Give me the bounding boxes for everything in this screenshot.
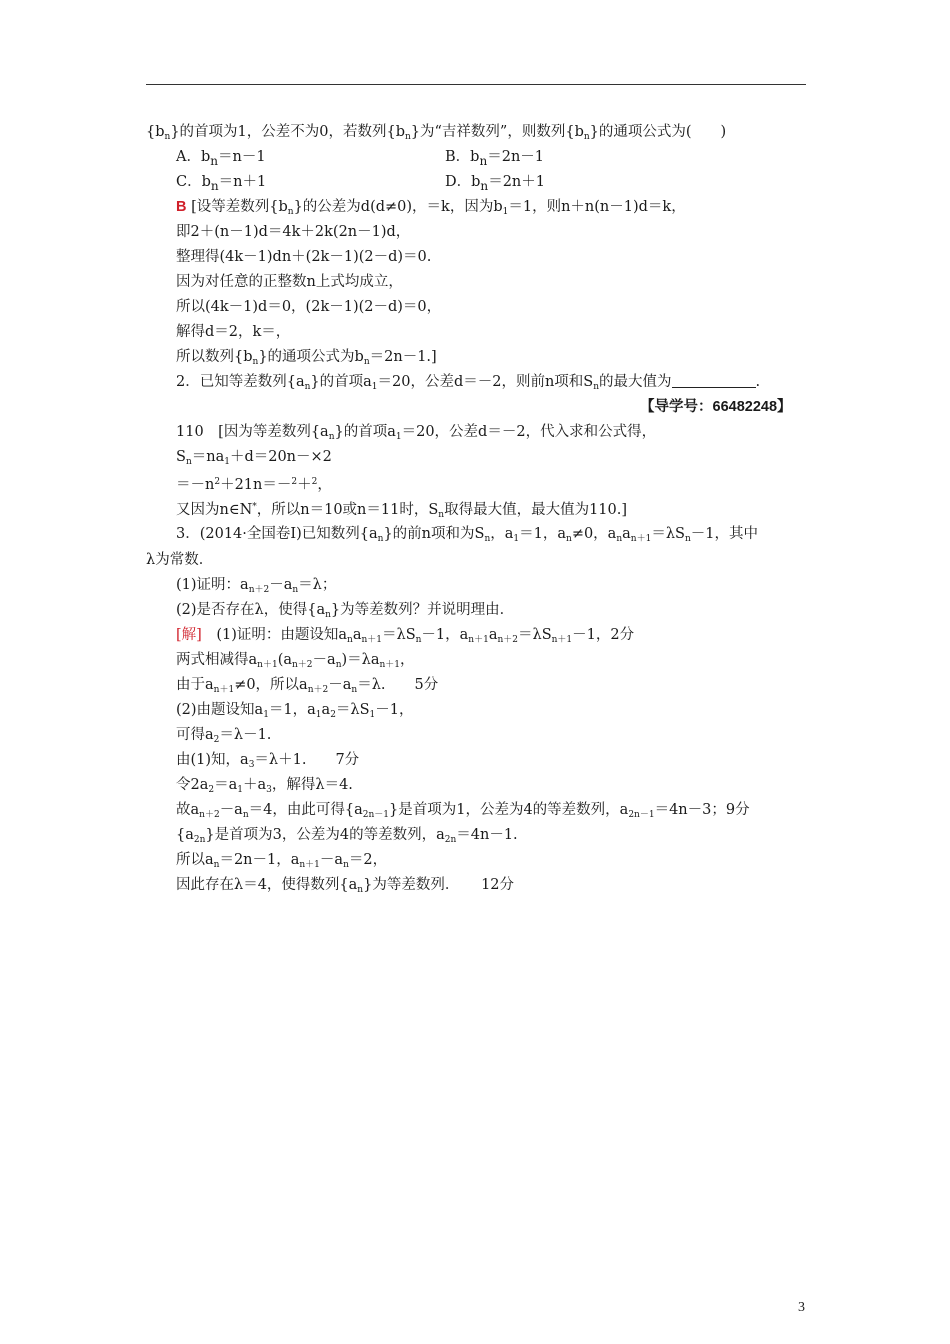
option-b: B．$b_n=2n-1$ [445, 149, 545, 168]
answer1-line4: 因为对任意的正整数n上式均成立， [176, 274, 403, 290]
solution-line3: 由于$a_{n+1}\ne 0$，所以$a_{n+2}-a_n=\lambda$. 5分 [176, 677, 439, 695]
answer-blank[interactable] [672, 373, 756, 388]
solution-line7: 令$2a_2=a_1+a_3$，解得λ＝4. [176, 777, 353, 795]
solution-line5: 可得$a_2=\lambda-1$. [176, 727, 272, 745]
answer1-line2: 即2＋(n－1)d＝4k＋2k(2n－1)d， [176, 224, 411, 240]
solution-line6: 由(1)知，$a_3=\lambda+1$. 7分 [176, 752, 360, 770]
option-d: D．$b_n=2n+1$ [445, 174, 545, 193]
q3-part1: (1)证明：$a_{n+2}-a_n=\lambda$； [176, 577, 337, 595]
solution-line9: $\{a_{2n}\}$是首项为3，公差为4的等差数列，$a_{2n}=4n-1$. [176, 827, 518, 845]
solution-line10: 所以$a_n=2n-1$，$a_{n+1}-a_n=2$， [176, 852, 388, 870]
q1-stem: $\{b_n\}$的首项为1，公差不为0，若数列$\{b_n\}$为“吉祥数列”，则数列$\{b_n\}$的通项公式为( ) [146, 124, 727, 142]
answer1-line5: 所以(4k－1)d＝0，(2k－1)(2－d)＝0， [176, 299, 442, 315]
answer1-line1: B [设等差数列$\{b_n\}$的公差为d(d≠0)，＝k，因为$b_1=1$，则n＋n(n－1)d＝k， [176, 199, 686, 217]
answer2-line3: $=-n^2+21n=-^2+^2$， [176, 477, 332, 493]
q3-stem: 3．(2014·全国卷Ⅰ)已知数列$\{a_n\}$的前n项和为$S_n$，$a_1=1$，$a_n\ne 0$，$a_na_{n+1}=\lambda S_n-1$，其中 [176, 526, 758, 544]
solution-line2: 两式相减得$a_{n+1}(a_{n+2}-a_n)=\lambda a_{n+1}$， [176, 652, 415, 670]
answer1-line6: 解得d＝2，k＝， [176, 324, 291, 340]
answer-letter: B [176, 199, 187, 215]
q3-stem-line2: λ为常数． [146, 552, 214, 568]
solution-line8: 故$a_{n+2}-a_n=4$，由此可得$\{a_{2n-1}\}$是首项为1，公差为4的等差数列，$a_{2n-1}=4n-3$；9分 [176, 802, 750, 820]
answer1-line3: 整理得(4k－1)dn＋(2k－1)(2－d)＝0. [176, 249, 432, 265]
header-rule [146, 84, 806, 85]
option-c: C．$b_n=n+1$ [176, 174, 267, 193]
q3-part2: (2)是否存在λ，使得$\{a_n\}$为等差数列？并说明理由． [176, 602, 515, 620]
page-number: 3 [798, 1300, 805, 1315]
answer2-line1: 110 [因为等差数列$\{a_n\}$的首项$a_1=20$，公差d＝－2，代入求和公式得， [176, 424, 657, 442]
answer2-line4: 又因为n∈N*，所以n＝10或n＝11时，$S_n$取得最大值，最大值为110.] [176, 502, 628, 520]
answer1-line7: 所以数列$\{b_n\}$的通项公式为$b_n=2n-1$.] [176, 349, 437, 367]
guide-label: 【导学号：66482248】 [640, 399, 792, 415]
answer2-line2: $S_n=na_1+d=20n-\times 2$ [176, 449, 332, 467]
solution-line11: 因此存在λ＝4，使得数列$\{a_n\}$为等差数列． 12分 [176, 877, 515, 895]
q2-stem: 2．已知等差数列$\{a_n\}$的首项$a_1=20$，公差d＝－2，则前n项和$S_n$的最大值为 . [176, 374, 761, 392]
solution-line1: [解] (1)证明：由题设知$a_na_{n+1}=\lambda S_n-1$，$a_{n+1}a_{n+2}=\lambda S_{n+1}-1$，2分 [176, 627, 635, 645]
solution-tag: [解] [176, 627, 202, 643]
option-a: A．$b_n=n-1$ [176, 149, 266, 168]
solution-line4: (2)由题设知$a_1=1$，$a_1a_2=\lambda S_1-1$， [176, 702, 414, 720]
